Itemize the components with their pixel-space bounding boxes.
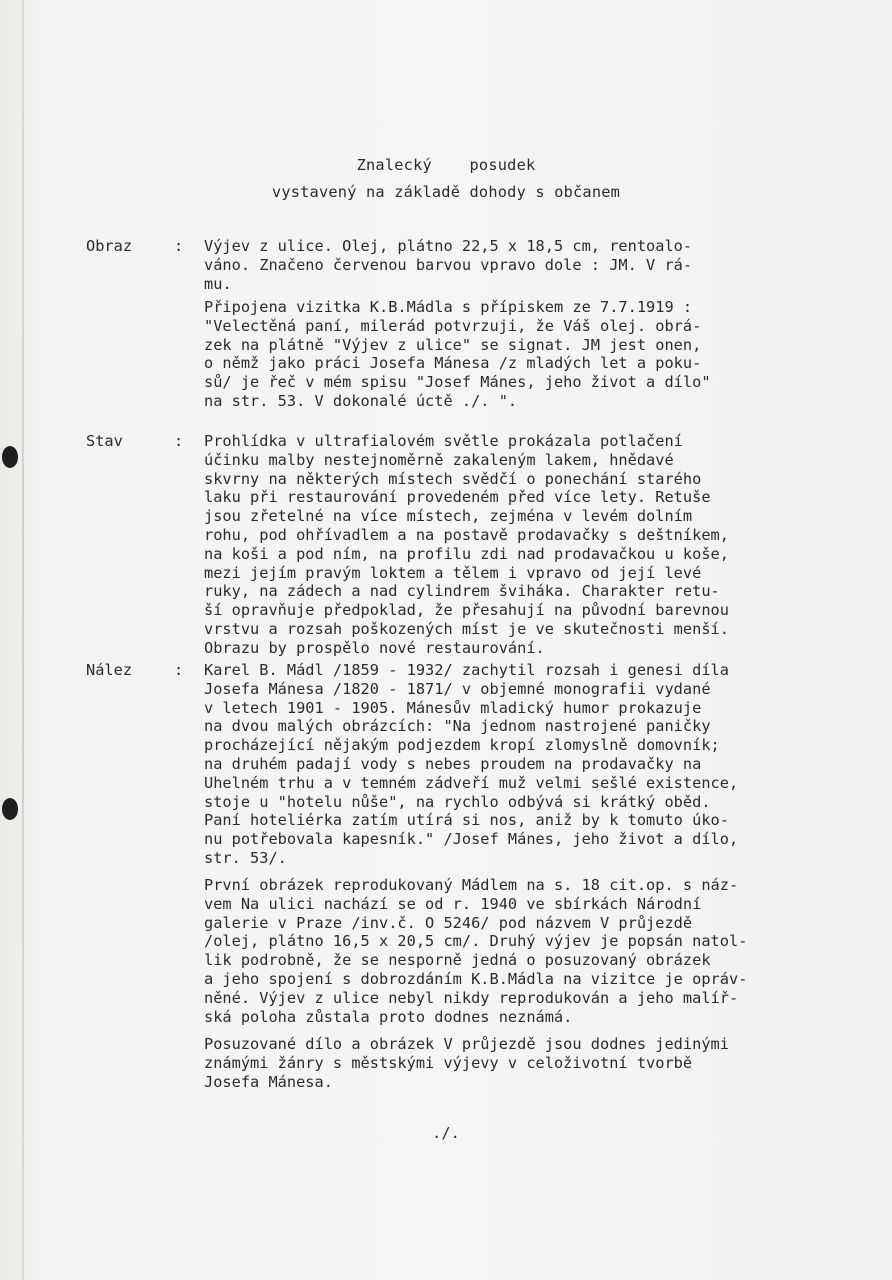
paragraph-nalez-1 xyxy=(204,661,844,868)
text-line: Prohlídka v ultrafialovém světle prokázala potlačení xyxy=(204,432,683,450)
section-label-nalez: Nález xyxy=(86,661,133,679)
text-line: váno. Značeno červenou barvou vpravo dole : JM. V rá- xyxy=(204,255,693,274)
text-line: a jeho spojení s dobrozdáním K.B.Mádla na vizitce je opráv- xyxy=(204,969,748,988)
text-line: "Velectěná paní, milerád potvrzuji, že Váš olej. obrá- xyxy=(204,316,702,335)
document-subtitle: vystavený na základě dohody s občanem xyxy=(271,183,621,201)
text-line: mu. xyxy=(204,274,232,293)
text-line: ruky, na zádech a nad cylindrem šviháka. Charakter retu- xyxy=(204,582,720,601)
text-line: na druhém padají vody s nebes proudem na prodavačky na xyxy=(204,754,702,773)
text-line: První obrázek reprodukovaný Mádlem na s. 18 cit.op. s náz- xyxy=(204,876,739,894)
text-line: něné. Výjev z ulice nebyl nikdy reprodukován a jeho malíř- xyxy=(204,988,739,1007)
text-line: sů/ je řeč v mém spisu "Josef Mánes, jeho život a dílo" xyxy=(204,373,711,392)
text-line: Posuzované dílo a obrázek V průjezdě jsou dodnes jedinými xyxy=(204,1035,729,1053)
text-line: Obrazu by prospělo nové restaurování. xyxy=(204,638,545,657)
text-line: lik podrobně, že se nesporně jedná o posuzovaný obrázek xyxy=(204,951,711,970)
text-line: ská poloha zůstala proto dodnes neznámá. xyxy=(204,1007,573,1026)
text-line: na dvou malých obrázcích: "Na jednom nastrojené paničky xyxy=(204,717,711,736)
punch-hole-top xyxy=(2,446,18,468)
section-colon: : xyxy=(174,237,184,255)
text-line: o němž jako práci Josefa Mánesa /z mladých let a poku- xyxy=(204,354,702,373)
text-line: str. 53/. xyxy=(204,848,287,867)
text-line: jsou zřetelné na více místech, zejména v levém dolním xyxy=(204,507,693,526)
text-line: Výjev z ulice. Olej, plátno 22,5 x 18,5 cm, rentoalo- xyxy=(204,237,693,255)
text-line: procházející nějakým podjezdem kropí zlomyslně domovník; xyxy=(204,736,720,755)
text-line: /olej, plátno 16,5 x 20,5 cm/. Druhý výjev je popsán natol- xyxy=(204,932,748,951)
text-line: Karel B. Mádl /1859 - 1932/ zachytil rozsah i genesi díla xyxy=(204,661,729,679)
document-title: Znalecký posudek xyxy=(356,156,536,174)
text-line: galerie v Praze /inv.č. O 5246/ pod názvem V průjezdě xyxy=(204,913,693,932)
text-line: Uhelném trhu a v temném zádveří muž velmi sešlé existence, xyxy=(204,773,739,792)
section-colon: : xyxy=(174,661,184,679)
text-line: Josefa Mánesa. xyxy=(204,1072,333,1091)
text-line: v letech 1901 - 1905. Mánesův mladický humor prokazuje xyxy=(204,698,702,717)
text-line: laku při restaurování provedeném před více lety. Retuše xyxy=(204,488,711,507)
text-line: mezi jejím pravým loktem a tělem i vpravo od její levé xyxy=(204,563,702,582)
paragraph-nalez-2 xyxy=(204,876,844,1026)
text-line: skvrny na některých místech svědčí o ponechání starého xyxy=(204,469,702,488)
text-line: vem Na ulici nachází se od r. 1940 ve sbírkách Národní xyxy=(204,894,702,913)
section-label-stav: Stav xyxy=(86,432,123,450)
section-colon: : xyxy=(174,432,184,450)
text-line: rohu, pod ohřívadlem a na postavě prodavačky s deštníkem, xyxy=(204,525,729,544)
text-line: vrstvu a rozsah poškozených míst je ve skutečnosti menší. xyxy=(204,619,729,638)
text-line: známými žánry s městskými výjevy v celoživotní tvorbě xyxy=(204,1053,693,1072)
text-line: na str. 53. V dokonalé úctě ./. ". xyxy=(204,391,518,410)
text-line: Paní hoteliérka zatím utírá si nos, aniž by k tomuto úko- xyxy=(204,811,729,830)
text-line: stoje u "hotelu nůše", na rychlo odbývá si krátký oběd. xyxy=(204,792,711,811)
section-label-obraz: Obraz xyxy=(86,237,133,255)
paragraph-nalez-3 xyxy=(204,1035,844,1091)
page-continuation-marker: ./. xyxy=(432,1124,460,1142)
text-line: Připojena vizitka K.B.Mádla s přípiskem ze 7.7.1919 : xyxy=(204,298,693,316)
paragraph-obraz-1 xyxy=(204,237,844,293)
text-line: nu potřebovala kapesník." /Josef Mánes, jeho život a dílo, xyxy=(204,830,739,849)
paragraph-stav-1 xyxy=(204,432,844,658)
text-line: ší opravňuje předpoklad, že přesahují na původní barevnou xyxy=(204,601,729,620)
text-line: zek na plátně "Výjev z ulice" se signat. JM jest onen, xyxy=(204,335,702,354)
paragraph-obraz-2 xyxy=(204,298,844,411)
text-line: na koši a pod ním, na profilu zdi nad prodavačkou u koše, xyxy=(204,544,729,563)
punch-hole-bottom xyxy=(2,798,18,820)
text-line: účinku malby nestejnoměrně zakaleným lakem, hnědavé xyxy=(204,450,674,469)
text-line: Josefa Mánesa /1820 - 1871/ v objemné monografii vydané xyxy=(204,679,711,698)
